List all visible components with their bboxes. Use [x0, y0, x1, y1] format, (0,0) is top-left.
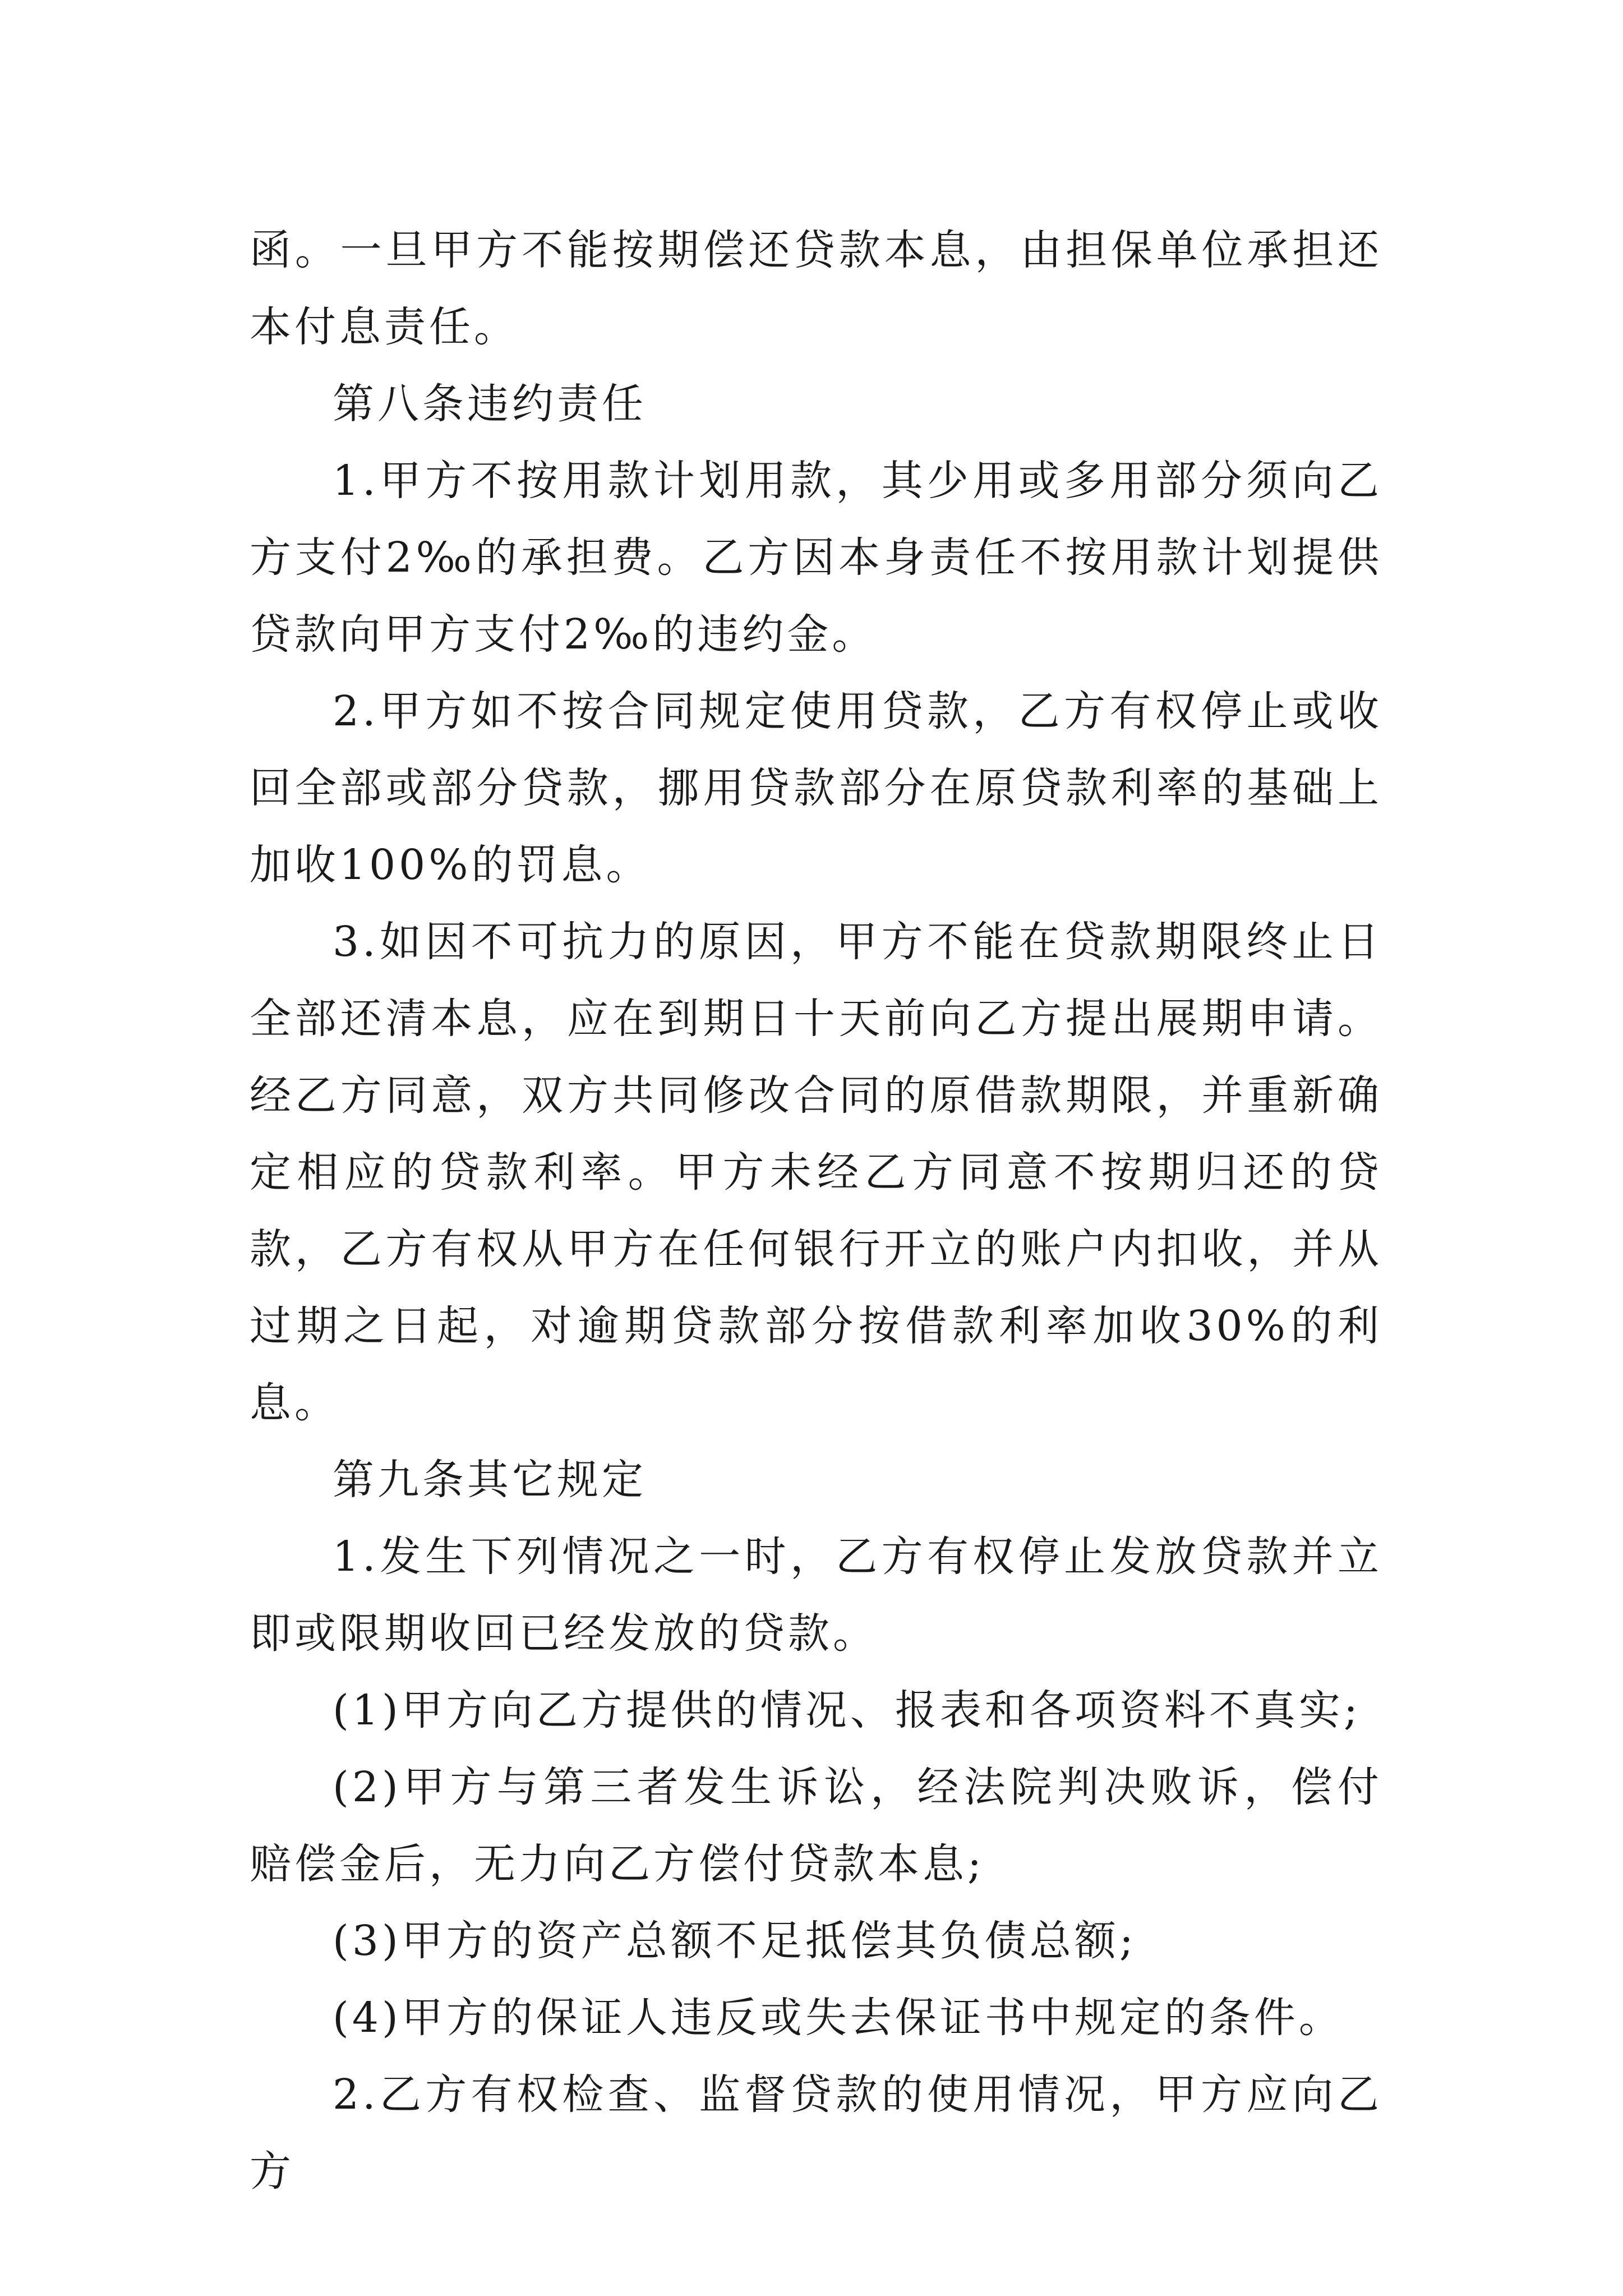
- article-9-item-4: (4)甲方的保证人违反或失去保证书中规定的条件。: [333, 1994, 1344, 2042]
- document-body: [250, 212, 1382, 2210]
- article-8-clause-3: 3.如因不可抗力的原因，甲方不能在贷款期限终止日全部还清本息，应在到期日十天前向乙方提出展期申请。经乙方同意，双方共同修改合同的原借款期限，并重新确定相应的贷款利率。甲方未经乙方同意不按期归还的贷款，乙方有权从甲方在任何银行开立的账户内扣收，并从过期之日起，对逾期贷款部分按借款利率加收30%的利息。: [250, 918, 1382, 1427]
- paragraph-guarantee-continuation: 函。一旦甲方不能按期偿还贷款本息，由担保单位承担还本付息责任。: [250, 226, 1382, 351]
- article-8-heading: 第八条违约责任: [333, 380, 647, 428]
- article-9-heading: 第九条其它规定: [333, 1456, 647, 1504]
- article-8-clause-1: 1.甲方不按用款计划用款，其少用或多用部分须向乙方支付2‰的承担费。乙方因本身责任不按用款计划提供贷款向甲方支付2‰的违约金。: [250, 457, 1382, 659]
- article-9-item-1: (1)甲方向乙方提供的情况、报表和各项资料不真实;: [333, 1686, 1361, 1734]
- article-9-item-3: (3)甲方的资产总额不足抵偿其负债总额;: [333, 1917, 1137, 1965]
- article-9-item-2: (2)甲方与第三者发生诉讼，经法院判决败诉，偿付赔偿金后，无力向乙方偿付贷款本息;: [250, 1763, 1382, 1888]
- article-9-clause-2: 2.乙方有权检查、监督贷款的使用情况，甲方应向乙方: [250, 2070, 1382, 2196]
- article-9-clause-1: 1.发生下列情况之一时，乙方有权停止发放贷款并立即或限期收回已经发放的贷款。: [250, 1533, 1382, 1658]
- article-8-clause-2: 2.甲方如不按合同规定使用贷款，乙方有权停止或收回全部或部分贷款，挪用贷款部分在原贷款利率的基础上加收100%的罚息。: [250, 687, 1382, 889]
